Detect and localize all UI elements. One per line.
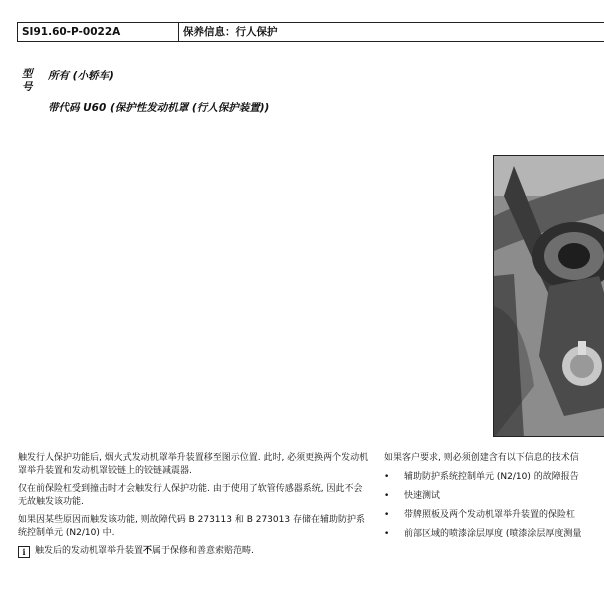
info-icon: i [18,546,30,558]
list-item: • 快速测试 [384,490,604,503]
paragraph-fault-codes: 如果因某些原因而触发该功能, 则故障代码 B 273113 和 B 273013 存储在辅助防护系统控制单元 (N2/10) 中. [18,515,365,538]
model-label: 型号 [22,68,33,93]
paragraph-trigger: 触发行人保护功能后, 烟火式发动机罩举升装置移至图示位置. 此时, 必须更换两个发动机罩举升装置和发动机罩铰链上的铰链减震器. [18,453,369,476]
paragraph-sensor: 仅在前保险杠受到撞击时才会触发行人保护功能. 由于使用了软管传感器系统, 因此不会无故触发该功能. [18,484,363,507]
requirements-intro: 如果客户要求, 则必须创建含有以下信息的技术信 [384,453,579,463]
list-item: • 前部区域的喷漆涂层厚度 (喷漆涂层厚度测量 [384,528,604,541]
list-item: • 带牌照板及两个发动机罩举升装置的保险杠 [384,509,604,522]
model-code: 带代码 U60 (保护性发动机罩 (行人保护装置)) [48,102,270,114]
document-title: 保养信息：行人保护 [183,26,278,38]
list-item: • 辅助防护系统控制单元 (N2/10) 的故障报告 [384,471,604,484]
warranty-note-text: 触发后的发动机罩举升装置不属于保修和善意索赔范畴. [35,546,254,556]
right-column [384,452,604,547]
document-header [17,22,604,42]
hood-lifter-photo-image [494,156,604,437]
hood-lifter-photo [493,155,604,437]
requirements-list [384,471,604,541]
warranty-note [18,545,370,558]
document-id: SI91.60-P-0022A [18,23,179,41]
model-value: 所有 (小轿车) [48,70,114,82]
left-column [18,452,370,558]
